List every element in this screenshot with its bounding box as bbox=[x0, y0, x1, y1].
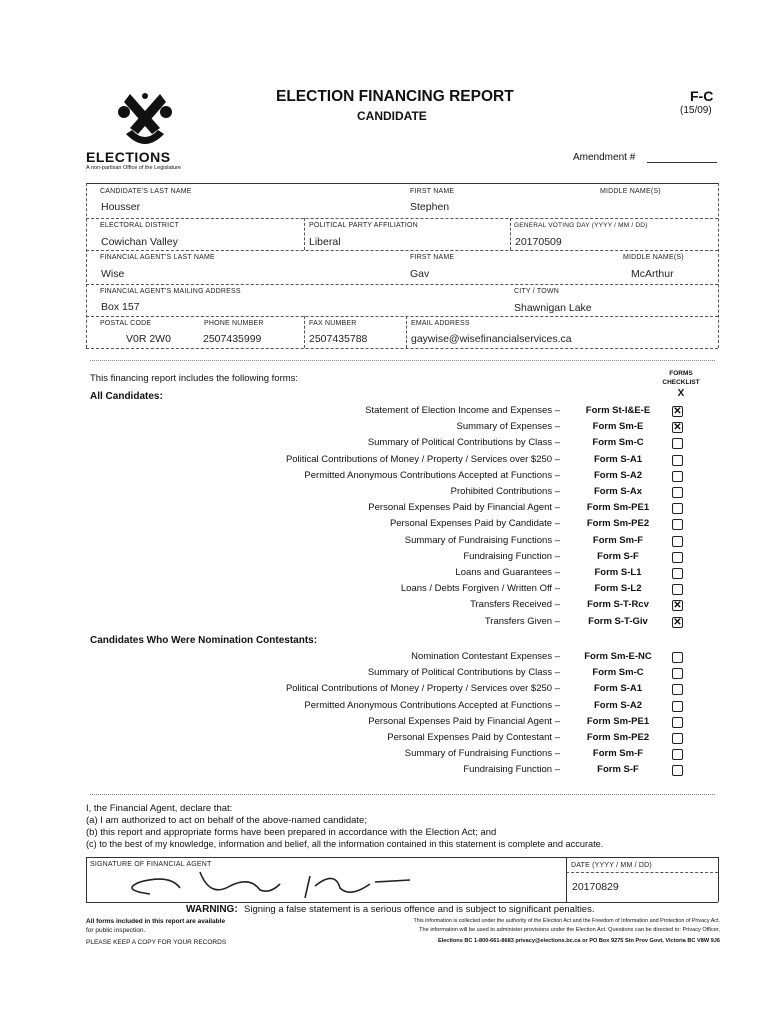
form-checkbox[interactable] bbox=[672, 438, 683, 449]
agent-city[interactable]: Shawnigan Lake bbox=[514, 302, 592, 314]
form-description: Summary of Political Contributions by Class – bbox=[367, 667, 560, 679]
form-description: Summary of Fundraising Functions – bbox=[404, 748, 560, 760]
amendment-label: Amendment # bbox=[573, 152, 636, 163]
form-code: Form Sm-C bbox=[592, 437, 644, 449]
form-row bbox=[90, 716, 710, 732]
form-code: Form Sm-PE2 bbox=[586, 518, 650, 530]
form-checkbox[interactable] bbox=[672, 584, 683, 595]
form-checkbox[interactable] bbox=[672, 471, 683, 482]
elections-logo-mark bbox=[112, 88, 178, 152]
form-checkbox[interactable] bbox=[672, 701, 683, 712]
declaration-date[interactable]: 20170829 bbox=[572, 881, 619, 893]
form-code: Form S-T-Giv bbox=[588, 615, 648, 627]
form-code: Form S-A1 bbox=[593, 453, 643, 465]
checklist-header-mark: X bbox=[677, 388, 685, 399]
voting-day-label: GENERAL VOTING DAY (YYYY / MM / DD) bbox=[514, 222, 648, 229]
footer-right-1: This information is collected under the authority of the Election Act and the Freedom of Information and Protection of Privacy Act. bbox=[413, 918, 720, 924]
checklist-header-1: FORMS bbox=[669, 370, 693, 377]
declaration-line-2: (a) I am authorized to act on behalf of the above-named candidate; bbox=[86, 815, 367, 826]
all-candidates-heading: All Candidates: bbox=[90, 391, 163, 402]
agent-signature[interactable] bbox=[110, 864, 440, 902]
form-code: Form S-F bbox=[597, 550, 639, 562]
form-code: Form S-A1 bbox=[593, 683, 643, 695]
report-subtitle: CANDIDATE bbox=[357, 109, 427, 123]
postal-label: POSTAL CODE bbox=[100, 320, 152, 327]
form-description: Loans and Guarantees – bbox=[455, 567, 560, 578]
warning-label: WARNING: bbox=[186, 904, 238, 915]
form-code: Form Sm-E bbox=[592, 421, 644, 433]
form-row bbox=[90, 583, 710, 599]
form-code: Form Sm-C bbox=[592, 667, 644, 679]
fax[interactable]: 2507435788 bbox=[309, 333, 368, 345]
form-code: Form Sm-E-NC bbox=[584, 651, 652, 662]
form-checkbox[interactable] bbox=[672, 765, 683, 776]
form-code: Form St-I&E-E bbox=[585, 405, 651, 416]
form-row bbox=[90, 486, 710, 502]
form-row bbox=[90, 732, 710, 748]
form-checkbox[interactable] bbox=[672, 487, 683, 498]
form-row bbox=[90, 748, 710, 764]
form-checkbox[interactable] bbox=[672, 519, 683, 530]
form-row bbox=[90, 454, 710, 470]
declaration-line-1: I, the Financial Agent, declare that: bbox=[86, 803, 233, 814]
agent-last-name-label: FINANCIAL AGENT'S LAST NAME bbox=[100, 254, 215, 261]
form-description: Personal Expenses Paid by Candidate – bbox=[389, 518, 560, 530]
form-code: Form S-L1 bbox=[594, 567, 642, 578]
form-code: Form S-A2 bbox=[593, 699, 643, 711]
agent-middle-name[interactable]: McArthur bbox=[631, 268, 674, 280]
form-row bbox=[90, 470, 710, 486]
form-version: (15/09) bbox=[680, 105, 712, 116]
form-description: Fundraising Function – bbox=[463, 550, 560, 562]
form-checkbox[interactable] bbox=[672, 568, 683, 579]
form-row bbox=[90, 599, 710, 615]
form-row bbox=[90, 567, 710, 583]
form-checkbox[interactable]: ✕ bbox=[673, 406, 682, 417]
form-row bbox=[90, 683, 710, 699]
form-description: Political Contributions of Money / Property / Services over $250 – bbox=[285, 683, 560, 695]
form-row bbox=[90, 616, 710, 632]
footer-left-2: for public inspection. bbox=[86, 927, 146, 934]
postal-code[interactable]: V0R 2W0 bbox=[126, 333, 171, 345]
form-code: Form S-Ax bbox=[593, 486, 643, 497]
form-checkbox[interactable] bbox=[672, 503, 683, 514]
nomination-heading: Candidates Who Were Nomination Contestants: bbox=[90, 635, 318, 646]
fax-label: FAX NUMBER bbox=[309, 320, 357, 327]
form-row bbox=[90, 437, 710, 453]
form-checkbox[interactable] bbox=[672, 652, 683, 663]
footer-right-2: The information will be used to administer provisions under the Election Act. Questions can be directed to: Privacy Officer, bbox=[419, 927, 720, 933]
form-checkbox[interactable] bbox=[672, 733, 683, 744]
form-code: Form Sm-F bbox=[592, 534, 644, 546]
forms-intro: This financing report includes the following forms: bbox=[90, 373, 299, 384]
form-description: Transfers Received – bbox=[470, 599, 560, 611]
phone[interactable]: 2507435999 bbox=[203, 333, 262, 345]
form-description: Personal Expenses Paid by Financial Agent – bbox=[368, 502, 560, 514]
candidate-last-name[interactable]: Housser bbox=[101, 201, 141, 213]
form-code: Form S-F bbox=[597, 764, 639, 776]
form-checkbox[interactable] bbox=[672, 717, 683, 728]
agent-address[interactable]: Box 157 bbox=[101, 301, 140, 313]
form-code: Form Sm-PE1 bbox=[586, 502, 650, 514]
signature-label: SIGNATURE OF FINANCIAL AGENT bbox=[90, 861, 212, 868]
form-checkbox[interactable] bbox=[672, 536, 683, 547]
form-description: Nomination Contestant Expenses – bbox=[411, 651, 560, 662]
form-description: Transfers Given – bbox=[484, 615, 560, 627]
declaration-line-3: (b) this report and appropriate forms have been prepared in accordance with the Election Act; and bbox=[86, 827, 497, 838]
phone-label: PHONE NUMBER bbox=[204, 320, 264, 327]
form-row bbox=[90, 502, 710, 518]
candidate-middle-name-label: MIDDLE NAME(S) bbox=[600, 188, 661, 195]
agent-first-name[interactable]: Gav bbox=[410, 268, 430, 280]
logo-subtext: A non-partisan Office of the Legislature bbox=[86, 165, 181, 171]
form-row bbox=[90, 700, 710, 716]
form-code: F-C bbox=[690, 88, 714, 104]
form-description: Permitted Anonymous Contributions Accepted at Functions – bbox=[304, 699, 560, 711]
voting-day[interactable]: 20170509 bbox=[515, 236, 562, 248]
report-title: ELECTION FINANCING REPORT bbox=[276, 88, 514, 105]
district-label: ELECTORAL DISTRICT bbox=[100, 222, 180, 229]
form-row bbox=[90, 535, 710, 551]
date-label: DATE (YYYY / MM / DD) bbox=[571, 862, 652, 869]
footer-right-3: Elections BC 1-800-661-8683 privacy@elections.bc.ca or PO Box 9275 Stn Prov Govt, Victoria BC V8W 9J6 bbox=[437, 938, 720, 944]
declaration-line-4: (c) to the best of my knowledge, information and belief, all the information contained in this statement is complete and accurate. bbox=[86, 839, 604, 849]
form-description: Political Contributions of Money / Property / Services over $250 – bbox=[285, 453, 560, 465]
form-row bbox=[90, 551, 710, 567]
agent-middle-name-label: MIDDLE NAME(S) bbox=[623, 254, 684, 261]
agent-address-label: FINANCIAL AGENT'S MAILING ADDRESS bbox=[100, 288, 241, 295]
candidate-first-name-label: FIRST NAME bbox=[410, 188, 455, 195]
form-row bbox=[90, 518, 710, 534]
party-label: POLITICAL PARTY AFFILIATION bbox=[309, 222, 418, 229]
footer-left-3: PLEASE KEEP A COPY FOR YOUR RECORDS bbox=[86, 939, 227, 946]
party[interactable]: Liberal bbox=[309, 236, 341, 248]
form-code: Form S-A2 bbox=[593, 469, 643, 481]
form-checkbox[interactable] bbox=[672, 455, 683, 466]
form-checkbox[interactable]: ✕ bbox=[673, 616, 682, 628]
form-checkbox[interactable]: ✕ bbox=[673, 422, 682, 434]
candidate-last-name-label: CANDIDATE'S LAST NAME bbox=[100, 188, 192, 195]
form-code: Form S-T-Rcv bbox=[587, 599, 649, 611]
form-description: Summary of Political Contributions by Class – bbox=[367, 437, 560, 449]
form-checkbox[interactable] bbox=[672, 684, 683, 695]
form-code: Form Sm-PE2 bbox=[586, 732, 650, 743]
agent-city-label: CITY / TOWN bbox=[514, 288, 559, 295]
email[interactable]: gaywise@wisefinancialservices.ca bbox=[411, 333, 572, 345]
form-row bbox=[90, 405, 710, 421]
agent-last-name[interactable]: Wise bbox=[101, 268, 125, 280]
form-description: Loans / Debts Forgiven / Written Off – bbox=[400, 583, 560, 595]
district[interactable]: Cowichan Valley bbox=[101, 236, 178, 248]
form-description: Statement of Election Income and Expenses – bbox=[365, 405, 560, 416]
footer-left-1: All forms included in this report are available bbox=[86, 918, 226, 925]
form-description: Personal Expenses Paid by Contestant – bbox=[387, 732, 560, 743]
form-checkbox[interactable] bbox=[672, 668, 683, 679]
form-row bbox=[90, 421, 710, 437]
form-row bbox=[90, 667, 710, 683]
form-description: Fundraising Function – bbox=[463, 764, 560, 776]
form-code: Form Sm-PE1 bbox=[586, 715, 650, 727]
form-description: Summary of Fundraising Functions – bbox=[404, 534, 560, 546]
checklist-header-2: CHECKLIST bbox=[662, 379, 700, 386]
amendment-field[interactable] bbox=[647, 162, 717, 163]
email-label: EMAIL ADDRESS bbox=[411, 320, 470, 327]
form-description: Prohibited Contributions – bbox=[450, 486, 560, 497]
form-checkbox[interactable] bbox=[672, 552, 683, 563]
form-code: Form S-L2 bbox=[594, 583, 642, 595]
warning-text: Signing a false statement is a serious offence and is subject to significant penalties. bbox=[244, 904, 595, 915]
agent-first-name-label: FIRST NAME bbox=[410, 254, 455, 261]
logo-text: ELECTIONS bbox=[86, 149, 171, 165]
form-description: Permitted Anonymous Contributions Accepted at Functions – bbox=[304, 469, 560, 481]
form-checkbox[interactable]: ✕ bbox=[673, 600, 682, 612]
form-row bbox=[90, 651, 710, 667]
form-checkbox[interactable] bbox=[672, 749, 683, 760]
form-description: Summary of Expenses – bbox=[456, 421, 560, 433]
candidate-first-name[interactable]: Stephen bbox=[410, 201, 450, 213]
form-description: Personal Expenses Paid by Financial Agent – bbox=[368, 715, 560, 727]
form-code: Form Sm-F bbox=[592, 748, 644, 760]
form-row bbox=[90, 764, 710, 780]
